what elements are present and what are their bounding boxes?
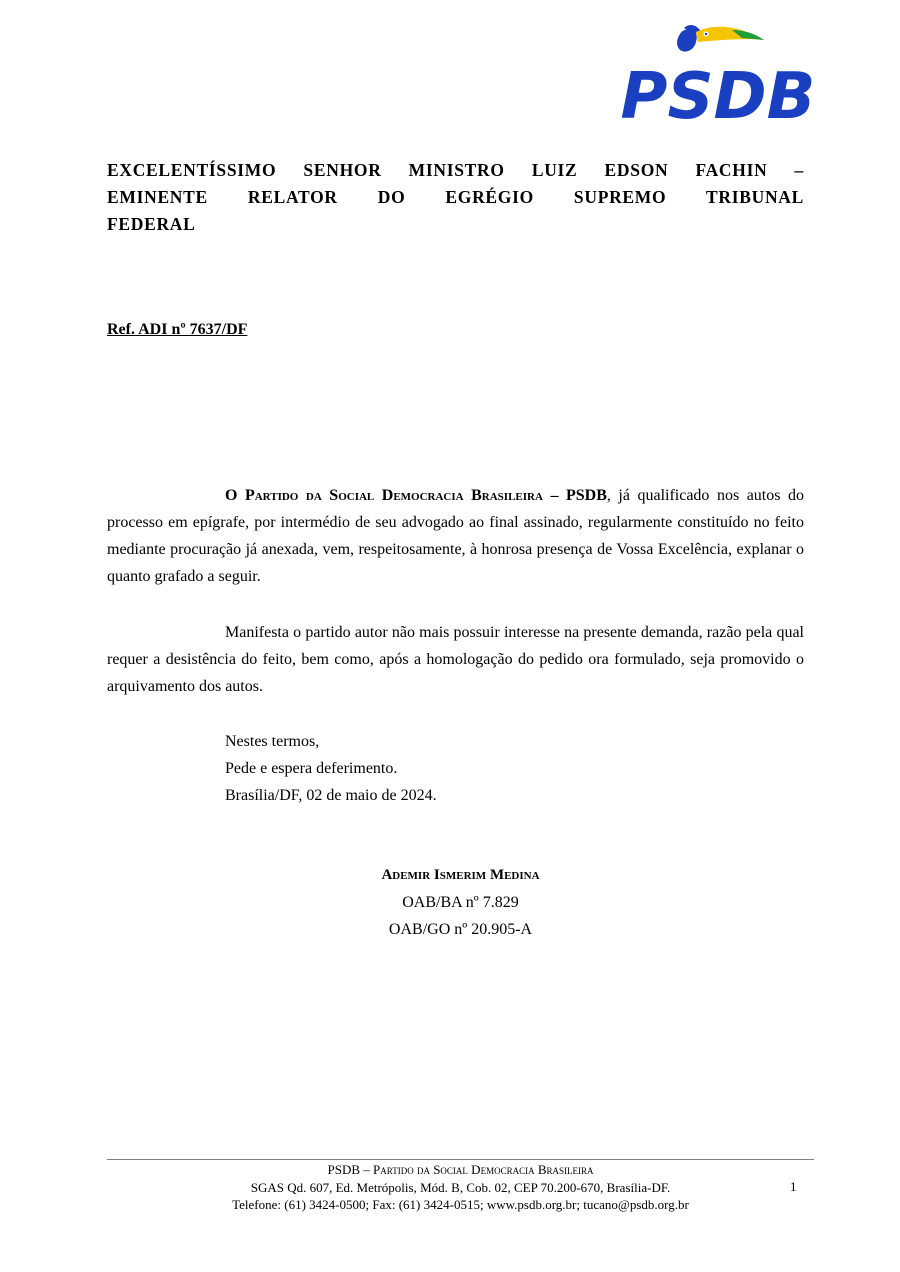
case-reference: Ref. ADI nº 7637/DF	[107, 321, 248, 338]
addressee-line-2: EMINENTE RELATOR DO EGRÉGIO SUPREMO TRIBUNAL	[107, 187, 804, 207]
footer-address: SGAS Qd. 607, Ed. Metrópolis, Mód. B, Cob. 02, CEP 70.200-670, Brasília-DF.	[250, 1179, 671, 1195]
signature-block	[107, 862, 814, 943]
closing-block	[225, 728, 437, 809]
oab-ba: OAB/BA nº 7.829	[402, 894, 519, 911]
addressee-line-1: EXCELENTÍSSIMO SENHOR MINISTRO LUIZ EDSON FACHIN –	[107, 160, 804, 180]
footer-org: PSDB – Partido da Social Democracia Brasileira	[327, 1162, 594, 1177]
toucan-logo-icon	[620, 20, 816, 134]
lawyer-name: Ademir Ismerim Medina	[381, 867, 540, 883]
party-name: O Partido da Social Democracia Brasileira – PSDB	[225, 487, 607, 504]
logo-text: PSDB	[620, 60, 816, 134]
closing-line-2: Pede e espera deferimento.	[225, 760, 398, 777]
closing-line-1: Nestes termos,	[225, 733, 320, 750]
footer	[107, 1161, 814, 1214]
psdb-logo	[620, 20, 816, 134]
footer-divider	[107, 1159, 814, 1160]
addressee-line-3: FEDERAL	[107, 214, 196, 234]
closing-date: Brasília/DF, 02 de maio de 2024.	[225, 787, 437, 804]
paragraph-intro-text: , já qualificado nos autos do processo em epígrafe, por intermédio de seu advogado ao final assinado, regularmente constituído no feito mediante procuração já anexada, vem, respeitosamente, à honrosa presença de Vossa Excelência, explanar o quanto grafado a seguir.	[107, 487, 805, 585]
addressee-heading	[107, 157, 804, 238]
oab-go: OAB/GO nº 20.905-A	[388, 921, 533, 938]
footer-contact: Telefone: (61) 3424-0500; Fax: (61) 3424-0515; www.psdb.org.br; tucano@psdb.org.br	[232, 1197, 689, 1212]
paragraph-request: Manifesta o partido autor não mais possuir interesse na presente demanda, razão pela qual requer a desistência do feito, bem como, após a homologação do pedido ora formulado, seja promovido o arquivamento dos autos.	[107, 624, 804, 695]
paragraph-intro	[107, 482, 804, 590]
page-number: 1	[790, 1179, 797, 1194]
